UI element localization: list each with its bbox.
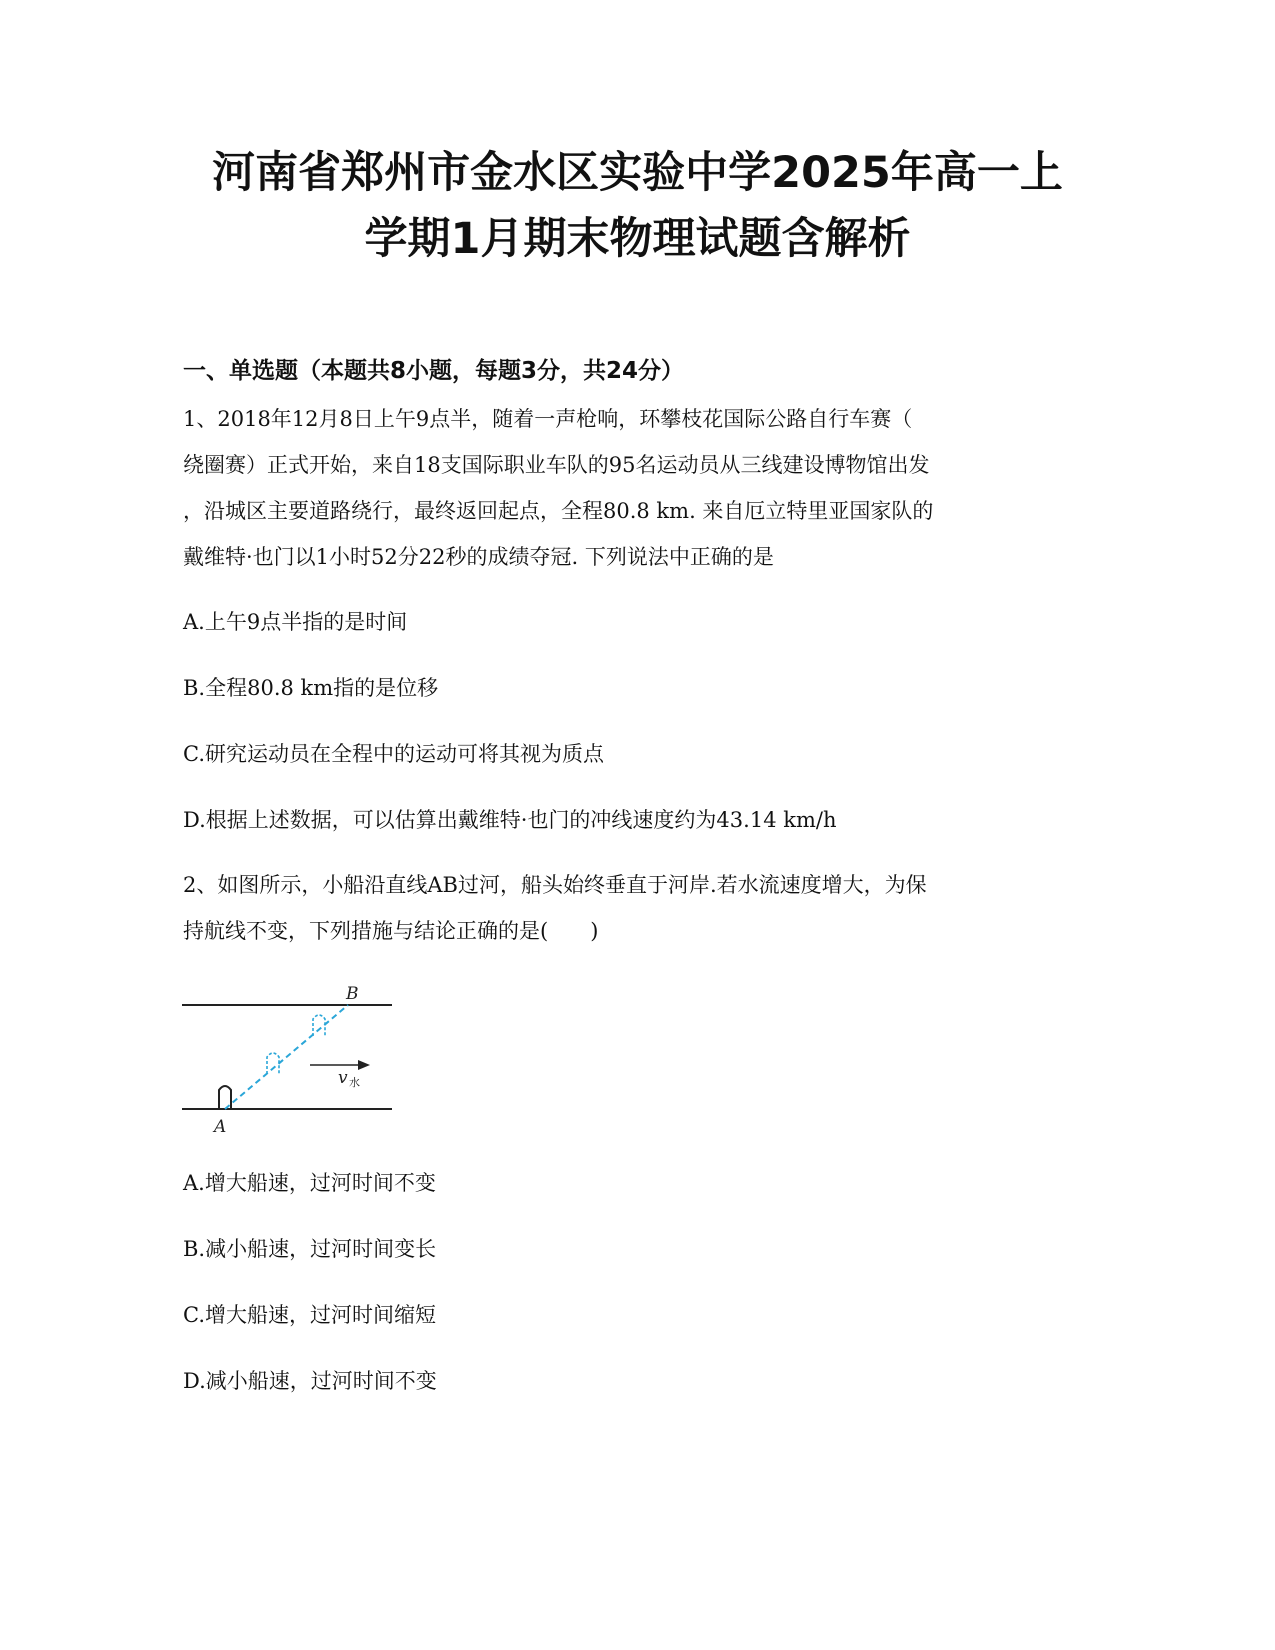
- question-2-stem: [183, 862, 1083, 954]
- water-velocity-label: v: [338, 1068, 348, 1088]
- question-1-stem-line: ，沿城区主要道路绕行，最终返回起点，全程80.8 km. 来自厄立特里亚国家队的: [183, 499, 934, 523]
- section-heading: 一、单选题（本题共8小题，每题3分，共24分）: [183, 358, 685, 384]
- question-2-option-b: B.减小船速，过河时间变长: [183, 1237, 437, 1261]
- question-2-stem-line: 持航线不变，下列措施与结论正确的是( ): [183, 919, 599, 943]
- question-2-option-d: D.减小船速，过河时间不变: [183, 1369, 437, 1393]
- question-1-option-b: B.全程80.8 km指的是位移: [183, 676, 439, 700]
- question-1-stem: [183, 396, 1083, 580]
- point-a-label: A: [214, 1117, 227, 1137]
- question-1-stem-line: 绕圈赛）正式开始，来自18支国际职业车队的95名运动员从三线建设博物馆出发: [183, 453, 930, 477]
- boat-near-b-icon: [313, 1015, 325, 1036]
- document-title: [150, 140, 1125, 272]
- point-b-label: B: [346, 984, 359, 1004]
- title-line-2: 学期1月期末物理试题含解析: [364, 214, 911, 264]
- question-2-option-a: A.增大船速，过河时间不变: [183, 1171, 436, 1195]
- question-2-option-c: C.增大船速，过河时间缩短: [183, 1303, 436, 1327]
- question-1-option-a: A.上午9点半指的是时间: [183, 610, 408, 634]
- question-2-stem-line: 2、如图所示，小船沿直线AB过河，船头始终垂直于河岸.若水流速度增大，为保: [183, 873, 927, 897]
- boat-middle-icon: [267, 1053, 279, 1074]
- arrowhead-icon: [358, 1060, 370, 1070]
- river-crossing-diagram: [180, 982, 400, 1142]
- water-velocity-subscript: 水: [349, 1076, 360, 1089]
- river-crossing-figure: [180, 982, 400, 1142]
- question-1-option-c: C.研究运动员在全程中的运动可将其视为质点: [183, 742, 604, 766]
- path-ab-dashed-line: [225, 1005, 348, 1109]
- title-line-1: 河南省郑州市金水区实验中学2025年高一上: [212, 148, 1063, 198]
- question-1-option-d: D.根据上述数据，可以估算出戴维特·也门的冲线速度约为43.14 km/h: [183, 808, 837, 832]
- question-1-stem-line: 戴维特·也门以1小时52分22秒的成绩夺冠. 下列说法中正确的是: [183, 545, 774, 569]
- question-1-stem-line: 1、2018年12月8日上午9点半，随着一声枪响，环攀枝花国际公路自行车赛（: [183, 407, 913, 431]
